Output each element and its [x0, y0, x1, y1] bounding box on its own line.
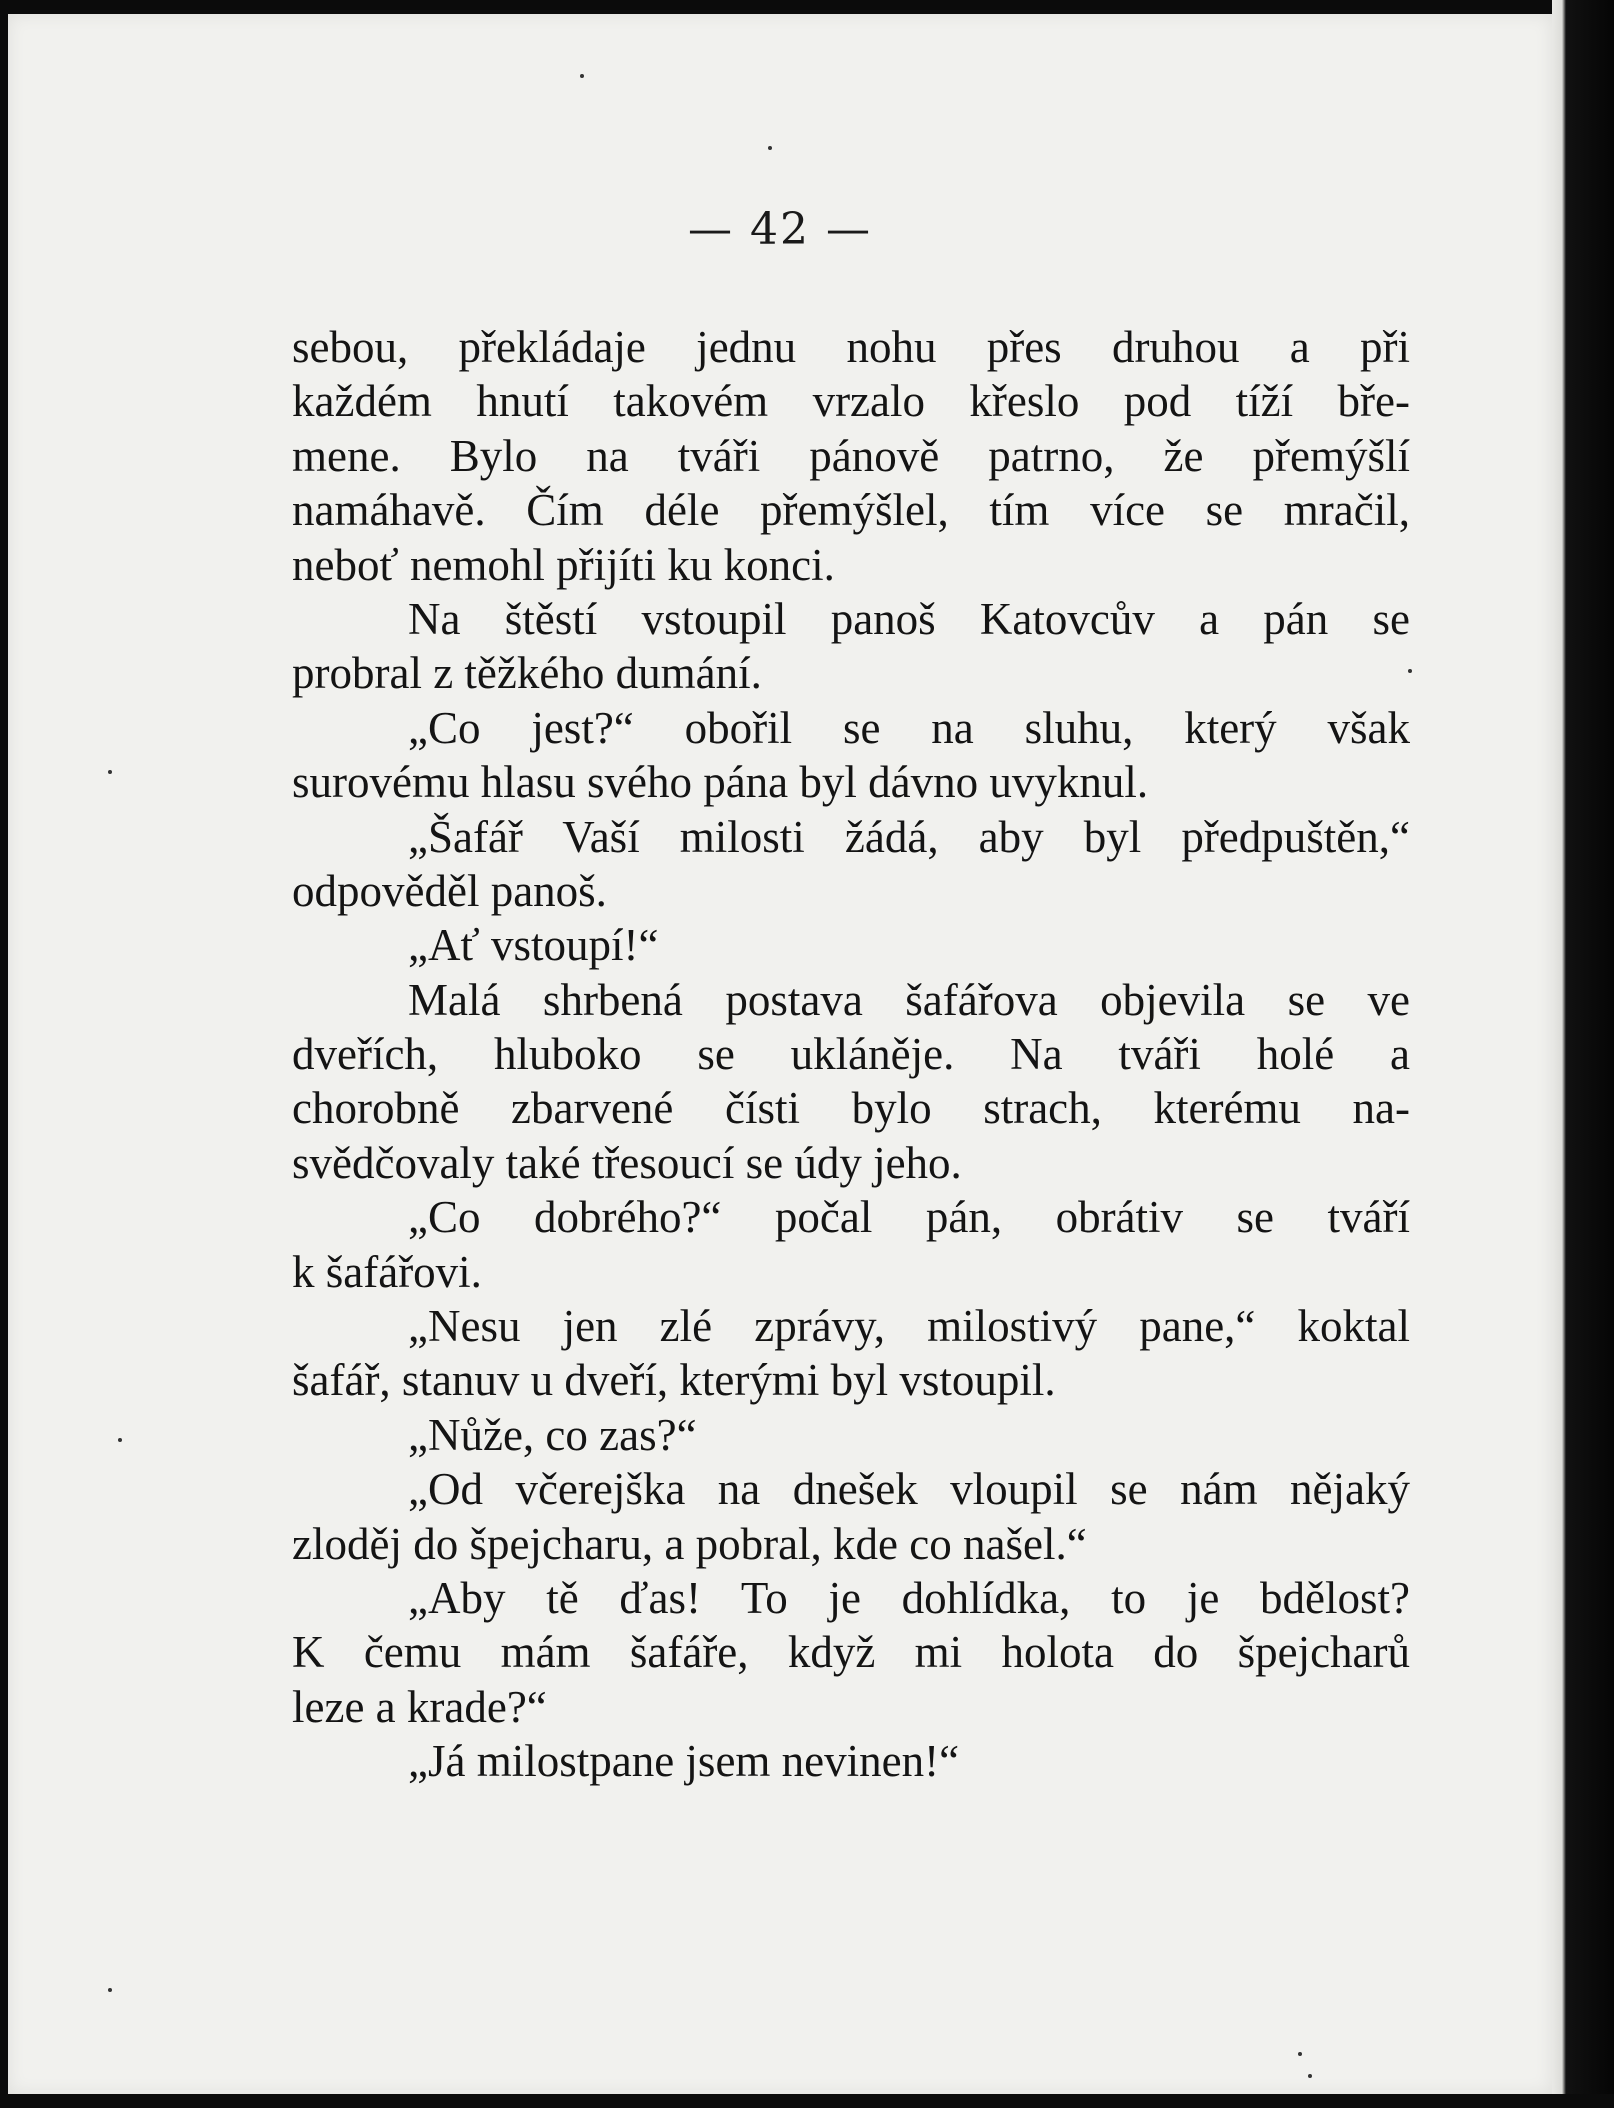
text-line: odpověděl panoš. — [292, 865, 607, 916]
text-line: neboť nemohl přijíti ku konci. — [292, 539, 835, 590]
text-line: namáhavě. Čím déle přemýšlel, tím více se mračil, — [292, 485, 1410, 536]
scan-speck — [1298, 2052, 1302, 2056]
text-line: dveřích, hluboko se ukláněje. Na tváři holé a — [292, 1029, 1410, 1080]
text-line: každém hnutí takovém vrzalo křeslo pod tíží bře- — [292, 376, 1410, 427]
scan-speck — [108, 770, 112, 774]
text-line: leze a krade?“ — [292, 1681, 547, 1732]
text-line: probral z těžkého dumání. — [292, 648, 762, 699]
text-line: „Od včerejška na dnešek vloupil se nám nějaký — [408, 1464, 1410, 1515]
scan-speck — [1308, 2074, 1312, 2078]
text-line: „Já milostpane jsem nevinen!“ — [408, 1736, 960, 1787]
scan-speck — [1408, 669, 1412, 673]
text-line: Malá shrbená postava šafářova objevila se ve — [408, 974, 1410, 1025]
text-line: sebou, překládaje jednu nohu přes druhou a při — [292, 322, 1410, 372]
text-line: chorobně zbarvené čísti bylo strach, kterému na- — [292, 1083, 1410, 1134]
text-line: k šafářovi. — [292, 1246, 482, 1297]
body-text — [292, 320, 1410, 1789]
scan-speck — [580, 74, 584, 78]
page-number: — 42 — — [688, 204, 872, 255]
scan-speck — [118, 1438, 122, 1442]
book-page — [8, 14, 1552, 2094]
scan-edge-bottom — [0, 2094, 1614, 2108]
text-line: svědčovaly také třesoucí se údy jeho. — [292, 1137, 962, 1188]
text-line: surovému hlasu svého pána byl dávno uvyknul. — [292, 757, 1149, 808]
text-line: „Ať vstoupí!“ — [408, 920, 659, 971]
text-line: „Nesu jen zlé zprávy, milostivý pane,“ koktal — [408, 1301, 1410, 1352]
text-line: zloděj do špejcharu, a pobral, kde co našel.“ — [292, 1518, 1087, 1569]
text-line: „Nůže, co zas?“ — [408, 1409, 697, 1460]
scan-speck — [768, 146, 772, 150]
text-line: „Aby tě ďas! To je dohlídka, to je bdělost? — [408, 1572, 1410, 1623]
text-line: K čemu mám šafáře, když mi holota do špejcharů — [292, 1627, 1410, 1678]
scan-edge-shadow — [1552, 0, 1614, 2108]
text-line: Na štěstí vstoupil panoš Katovcův a pán se — [408, 593, 1410, 644]
text-line: „Co dobrého?“ počal pán, obrátiv se tváří — [408, 1192, 1410, 1243]
text-line: šafář, stanuv u dveří, kterými byl vstoupil. — [292, 1355, 1056, 1406]
text-line: „Šafář Vaší milosti žádá, aby byl předpuštěn,“ — [408, 811, 1410, 862]
text-line: „Co jest?“ obořil se na sluhu, který však — [408, 702, 1410, 753]
scan-speck — [108, 1988, 112, 1992]
text-line: mene. Bylo na tváři pánově patrno, že přemýšlí — [292, 430, 1410, 481]
